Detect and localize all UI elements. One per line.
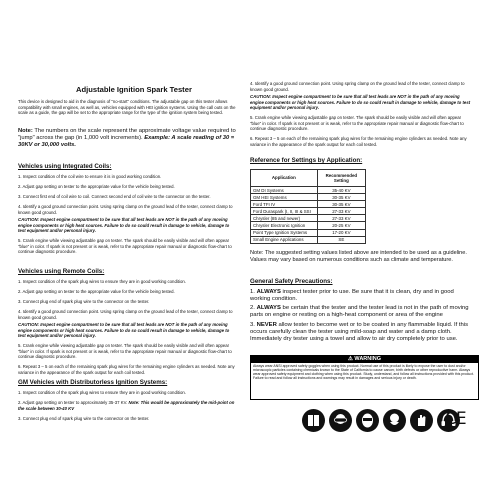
section-heading-remote-coils: Vehicles using Remote Coils: xyxy=(18,268,105,275)
col-recommended-setting: Recommended Setting xyxy=(317,170,365,187)
s3-step-1: 1. Inspect condition of the spark plug wires to ensure they are in good working condition. xyxy=(18,390,186,395)
s3-step-2: 2. Adjust gap setting on tester to approximately 35-37 KV. Note: This would be approximately the mid-point on the scale between 30-40 KV xyxy=(18,400,235,411)
reference-header-row xyxy=(251,170,366,187)
s2-step-1: 1. Inspect condition of the spark plug wires to ensure they are in good working condition. xyxy=(18,279,186,284)
s2-step-5: 5. Crank engine while viewing adjustable gap on tester. The spark should be easily visible and will often appear "blue" in color. If spark is not present or is weak, refer to the appropriate repair manual or diagnostic flow-chart to continue diagnostic procedure. xyxy=(18,343,232,359)
s3-step-3: 3. Connect plug end of spark plug wire to the connector on the tester. xyxy=(18,416,150,421)
s2-step-2: 2. Adjust gap setting on tester to the appropriate value for the vehicle being tested. xyxy=(18,289,175,294)
note-example: Example: A scale reading of 30 = 30KV or 30,000 volts. xyxy=(18,135,235,149)
table-row: GM DI Systems 35-40 KV xyxy=(251,187,366,194)
s2-step-6: 6. Repeat 3 – 5 on each of the remaining spark plug wires for the remaining engine cylinders as needed. Note any variance in the appearance of the spark output for each coil tested. xyxy=(18,364,235,375)
note-text: The numbers on the scale represent the approximate voltage value required to "jump" across the gap (in 1,000 volt increments). xyxy=(18,128,236,142)
section-heading-gm-dis: GM Vehicles with Distributorless Ignition Systems: xyxy=(18,379,168,386)
s2-step-3: 3. Connect plug end of spark plug wire to the connector on the tester. xyxy=(18,299,150,304)
face-shield-icon xyxy=(356,409,379,432)
read-manual-icon xyxy=(302,409,325,432)
gloves-icon xyxy=(410,409,433,432)
r-step-6: 6. Repeat 3 – 5 on each of the remaining spark plug wires for the remaining engine cylinders as needed. Note any variance in the appearance of the spark output for each coil tested. xyxy=(250,136,467,147)
intro-paragraph: This device is designed to aid in the diagnosis of "no-start" conditions. The adjustable gap on this tester allows compatibility with small engines, as well as, vehicles equipped with HEI ignition systems. Using the call outs on the scale as a guide, the gap will be set to the appropriate range for the type of the ignition system being tested. xyxy=(18,99,236,115)
col-application: Application xyxy=(251,170,318,187)
scale-note xyxy=(18,128,236,149)
table-row: GM HEI Systems 30-35 KV xyxy=(251,194,366,201)
s1-step-3: 3. Connect first end of coil wire to coil. Connect second end of coil wire to the connector on the tester. xyxy=(18,194,211,199)
warning-label: ⚠ WARNING xyxy=(251,356,478,363)
s1-step-2: 2. Adjust gap setting on tester to the appropriate value for the vehicle being tested. xyxy=(18,184,175,189)
safety-item-2: 2. ALWAYS be certain that the tester and the tester lead is not in the path of moving parts on engine or resting on a high-heat component or area of the engine xyxy=(250,305,469,319)
r-step-4: 4. Identify a good ground connection point. Using spring clamp on the ground lead of the tester, connect clamp to known good ground. xyxy=(250,81,465,92)
table-row: Point Type Ignition Systems 17-20 KV xyxy=(251,229,366,236)
table-row: Ford Duraspark (I, II, III & SSI 27-33 KV xyxy=(251,208,366,215)
table-row: Chrysler Electronic Ignition 20-25 KV xyxy=(251,222,366,229)
reference-table xyxy=(250,169,366,244)
section-heading-reference: Reference for Settings by Application: xyxy=(250,157,363,164)
s1-step-1: 1. Inspect condition of the coil wire to ensure it is in good working condition. xyxy=(18,174,162,179)
table-row: Small Engine Applications SE xyxy=(251,236,366,243)
s1-caution: CAUTION: Inspect engine compartment to be sure that all test leads are NOT in the path of any moving engine components or high heat sources. Failure to do so could result in damage to vehicle, damage to test equipment and/or personal injury. xyxy=(18,217,230,233)
safety-goggles-icon xyxy=(329,409,352,432)
safety-icons-row xyxy=(302,409,464,433)
warning-box xyxy=(250,355,479,400)
document-title: Adjustable Ignition Spark Tester xyxy=(76,85,192,94)
table-row: Chrysler (85 and newer) 27-33 KV xyxy=(251,215,366,222)
s2-step-4: 4. Identify a good ground connection point. Using spring clamp on the ground lead of the tester, connect clamp to known good ground. xyxy=(18,309,233,320)
safety-item-1: 1. ALWAYS inspect tester prior to use. Be sure that it is clean, dry and in good working condition. xyxy=(250,289,454,303)
r-step-5: 5. Crank engine while viewing adjustable gap on tester. The spark should be easily visible and will often appear "blue" in color. If spark is not present or is weak, refer to the appropriate repair manual or diagnostic flow-chart to continue diagnostic procedure. xyxy=(250,115,464,131)
reference-note: Note: The suggested setting values listed above are intended to be used as a guideline. Values may vary based on numerous conditions such as climate and temperature. xyxy=(250,250,467,263)
s1-step-4: 4. Identify a good ground connection point. Using spring clamp on the ground lead of the tester, connect clamp to known good ground. xyxy=(18,204,233,215)
r-caution: CAUTION: Inspect engine compartment to be sure that all test leads are NOT in the path of any moving engine components or high heat sources. Failure to do so could result in damage to vehicle, damage to test equipment and/or personal injury. xyxy=(250,94,471,110)
section-heading-integrated-coils: Vehicles using Integrated Coils: xyxy=(18,163,112,170)
warning-text: Always wear ANSI approved safety goggles when using this product. Normal use of this product is likely to expose the user to dust and/or microscopic particles containing chemicals known to the State of California to cause cancer, birth defects or other reproductive harm. Always wear approved safety equipment and clothing when using this product. Study, understand, and follow all instructions provided with this product. Failure to read and follow all instructions and warnings may result in damages and serious injury or death. xyxy=(253,364,474,381)
section-heading-safety: General Safety Precautions: xyxy=(250,278,333,285)
note-lead: Note: xyxy=(18,128,33,134)
s2-caution: CAUTION: Inspect engine compartment to be sure that all test leads are NOT in the path of any moving engine components or high heat sources. Failure to do so could result in damage to vehicle, damage to test equipment and/or personal injury. xyxy=(18,322,230,338)
ce-mark: CE xyxy=(445,409,466,429)
table-row: Ford TFI IV 30-35 KV xyxy=(251,201,366,208)
safety-item-3: 3. NEVER allow tester to become wet or to be coated in any flammable liquid. If this occurs carefully clean the tester using mild-soap and water and a damp cloth. Immediately dry tester using a towel and allow to air dry completely prior to use. xyxy=(250,322,469,343)
dust-mask-icon xyxy=(383,409,406,432)
s1-step-5: 5. Crank engine while viewing adjustable gap on tester. The spark should be easily visible and will often appear "blue" in color. If spark is not present or is weak, refer to the appropriate repair manual or diagnostic flow-chart to continue diagnostic procedure. xyxy=(18,238,232,254)
